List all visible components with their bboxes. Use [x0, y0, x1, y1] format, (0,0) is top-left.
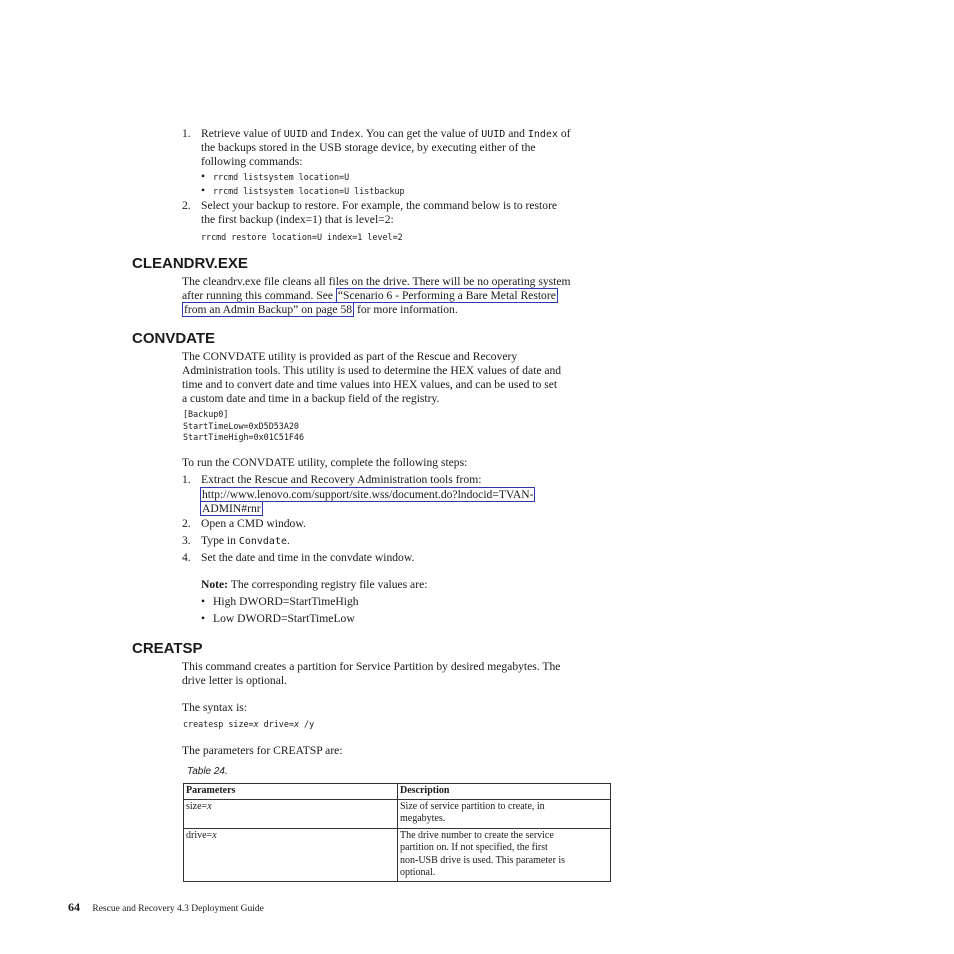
code-uuid: UUID — [481, 129, 506, 140]
step-text: the backups stored in the USB storage device, by executing either of the — [201, 141, 536, 154]
step-text: . — [287, 534, 290, 547]
paragraph-line: This command creates a partition for Service Partition by desired megabytes. The — [182, 660, 561, 673]
code-text: /y — [298, 719, 315, 729]
note-label: Note: — [201, 578, 229, 591]
section-heading-creatsp: CREATSP — [132, 640, 203, 657]
cleandrv-paragraph — [182, 275, 622, 317]
step-text: Extract the Rescue and Recovery Administration tools from: — [201, 473, 482, 486]
registry-code-block — [183, 409, 304, 444]
lenovo-support-link[interactable]: ADMIN#rnr — [202, 502, 261, 515]
parameters-table — [183, 783, 611, 882]
bullet-icon: • — [201, 170, 206, 183]
bullet-icon: • — [201, 612, 206, 625]
bullet-icon: • — [201, 184, 206, 197]
convdate-intro: To run the CONVDATE utility, complete the following steps: — [182, 456, 468, 469]
code-uuid: UUID — [283, 129, 308, 140]
step-text: Open a CMD window. — [201, 517, 306, 530]
param-variable: x — [212, 829, 217, 841]
table-row — [184, 799, 611, 828]
convdate-paragraph — [182, 350, 622, 406]
description-line: The drive number to create the service — [400, 829, 554, 841]
section-heading-cleandrv: CLEANDRV.EXE — [132, 255, 248, 272]
step-text: of — [557, 127, 571, 140]
section-heading-convdate: CONVDATE — [132, 330, 216, 347]
step-text: Select your backup to restore. For example, the command below is to restore — [201, 199, 558, 212]
paragraph-line: The cleandrv.exe file cleans all files on the drive. There will be no operating system — [182, 275, 571, 288]
step-text: the first backup (index=1) that is level=2: — [201, 213, 394, 226]
scenario-6-link[interactable]: “Scenario 6 - Performing a Bare Metal Restore — [337, 289, 556, 302]
list-item-text: High DWORD=StartTimeHigh — [213, 595, 359, 608]
table-header-row — [184, 784, 611, 800]
code-text: drive= — [258, 719, 294, 729]
code-variable: x — [293, 719, 299, 729]
step-number: 1. — [182, 473, 191, 486]
page-number: 64 — [68, 900, 80, 914]
table-header-cell: Description — [398, 784, 611, 800]
param-name: size= — [186, 800, 208, 812]
command-text: rrcmd listsystem location=U listbackup — [213, 186, 405, 196]
code-index: Index — [330, 129, 361, 140]
command-bullet — [201, 170, 349, 184]
paragraph-line: drive letter is optional. — [182, 674, 287, 687]
param-variable: x — [207, 800, 212, 812]
table-caption: Table 24. — [187, 766, 228, 777]
paragraph-line: for more information. — [354, 303, 458, 316]
step-number: 2. — [182, 199, 191, 212]
step-number: 3. — [182, 534, 191, 547]
step-text: . You can get the value of — [360, 127, 482, 140]
code-index: Index — [527, 129, 558, 140]
step-text: following commands: — [201, 155, 303, 168]
table-cell-description — [398, 828, 611, 881]
lenovo-support-link[interactable]: http://www.lenovo.com/support/site.wss/document.do?lndocid=TVAN- — [202, 488, 534, 501]
step-text: and — [505, 127, 528, 140]
paragraph-line: Administration tools. This utility is used to determine the HEX values of date and — [182, 364, 562, 377]
params-intro: The parameters for CREATSP are: — [182, 744, 343, 757]
paragraph-line: The CONVDATE utility is provided as part of the Rescue and Recovery — [182, 350, 518, 363]
code-line: [Backup0] — [183, 409, 229, 419]
step-number: 4. — [182, 551, 191, 564]
code-line: StartTimeLow=0xD5D53A20 — [183, 420, 299, 431]
paragraph-line: time and to convert date and time values into HEX values, and can be used to set — [182, 378, 558, 391]
step-text: Type in — [201, 534, 239, 547]
note — [201, 578, 427, 592]
creatsp-paragraph — [182, 660, 622, 688]
table-row — [184, 828, 611, 881]
command-bullet — [201, 184, 405, 198]
paragraph-line: a custom date and time in a backup field of the registry. — [182, 392, 440, 405]
list-item — [201, 595, 359, 609]
command-text: rrcmd listsystem location=U — [213, 172, 350, 182]
document-title: Rescue and Recovery 4.3 Deployment Guide — [92, 904, 264, 914]
code-text: createsp size= — [183, 719, 254, 729]
description-line: optional. — [400, 867, 436, 878]
description-line: megabytes. — [400, 813, 446, 824]
param-name: drive= — [186, 829, 213, 841]
table-cell-param — [184, 828, 398, 881]
step-text: and — [307, 127, 331, 140]
list-item — [201, 612, 355, 626]
paragraph-line: after running this command. See — [182, 289, 336, 302]
description-line: Size of service partition to create, in — [400, 800, 545, 812]
step-text: Retrieve value of — [201, 127, 284, 140]
code-variable: x — [253, 719, 259, 729]
syntax-label: The syntax is: — [182, 701, 248, 714]
table-cell-param — [184, 799, 398, 828]
step-number: 1. — [182, 127, 191, 140]
code-convdate: Convdate — [238, 536, 287, 547]
syntax-code — [183, 719, 314, 729]
scenario-6-link[interactable]: from an Admin Backup” on page 58 — [184, 303, 353, 316]
bullet-icon: • — [201, 595, 206, 608]
list-item-text: Low DWORD=StartTimeLow — [213, 612, 355, 625]
command-text: rrcmd restore location=U index=1 level=2 — [201, 232, 403, 242]
description-line: non-USB drive is used. This parameter is — [400, 854, 566, 866]
note-text: The corresponding registry file values are: — [228, 578, 428, 591]
description-line: partition on. If not specified, the first — [400, 842, 548, 853]
table-cell-description — [398, 799, 611, 828]
code-line: StartTimeHigh=0x01C51F46 — [183, 432, 305, 442]
table-header-cell: Parameters — [184, 784, 398, 800]
step-number: 2. — [182, 517, 191, 530]
page-footer — [68, 900, 264, 915]
step-text: Set the date and time in the convdate window. — [201, 551, 415, 564]
